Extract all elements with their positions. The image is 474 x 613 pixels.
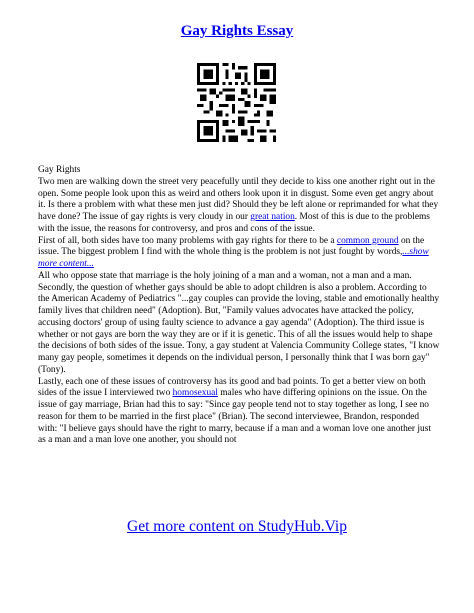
paragraph-3-text: All who oppose state that marriage is the holy joining of a man and a woman, not a man and a man. Secondly, the question of whether gays should be able to adopt children is also a problem. According to the American Academy of Pediatrics "...gay couples can provide the loving, stable and emotionally healthy family lives that children need" (Adoption). But, "Family values advocates have attacked the policy, accusing doctors' group of using faulty science to advance a gay agenda" (Adoption). The third issue is whether or not gays are born the way they are or if it is genetic. This of all the issues would help to shape the decisions of both sides of the issue. Tony, a gay student at Valencia Community College states, "I know many gay people, sometimes it depends on the individual person, I personally think that I was born gay" (Tony). [38, 270, 440, 375]
document-title [0, 23, 474, 40]
paragraph-2-text-b: on the issue. The biggest problem I find with the whole thing is the problem is not just fought by words, [38, 235, 425, 258]
show-more-content-link[interactable]: ...show more content... [38, 247, 429, 269]
paragraph-1-text-a: Two men are walking down the street very peacefully until they decide to kiss one another right out in the open. Some people look upon this as weird and others look upon it in disgust. Some even get angry about it. Is there a problem with what these men just did? Should they be left alone or reprimanded for what they have done? The issue of gay rights is very cloudy in our [38, 176, 439, 222]
paragraph-2-text-a: First of all, both sides have too many problems with gay rights for there to be a [38, 235, 337, 246]
get-more-content-link[interactable]: Get more content on StudyHub.Vip [127, 518, 347, 535]
common-ground-link[interactable]: common ground [336, 235, 399, 246]
qr-code [197, 63, 276, 142]
paragraph-4-text-b: males who have differing opinions on the issue. On the issue of gay marriage, Brian had this to say: "Since gay people tend not to stay together as long, I see no reason for them to be married in the first place" (Brian). The second interviewee, Brandon, responded with: "I believe gays should have the right to marry, because if a man and a woman love one another just as a man and a man love one another, you should not [38, 388, 431, 446]
paragraph-2 [38, 236, 440, 271]
homosexual-link[interactable]: homosexual [172, 388, 218, 399]
paragraph-4 [38, 377, 440, 448]
paragraph-1 [38, 177, 440, 236]
paragraph-1-text-b: . Most of this is due to the problems with the issue, the reasons for controversy, and pros and cons of the issue. [38, 212, 430, 234]
great-nation-link[interactable]: great nation [250, 212, 295, 222]
paragraph-3 [38, 271, 440, 377]
title-link[interactable]: Gay Rights Essay [180, 23, 294, 39]
essay-body [38, 165, 440, 447]
essay-heading: Gay Rights [38, 165, 81, 175]
footer [0, 518, 474, 536]
paragraph-4-text-a: Lastly, each one of these issues of controversy has its good and bad points. To get a better view on both sides of the issue I interviewed two [38, 376, 426, 399]
